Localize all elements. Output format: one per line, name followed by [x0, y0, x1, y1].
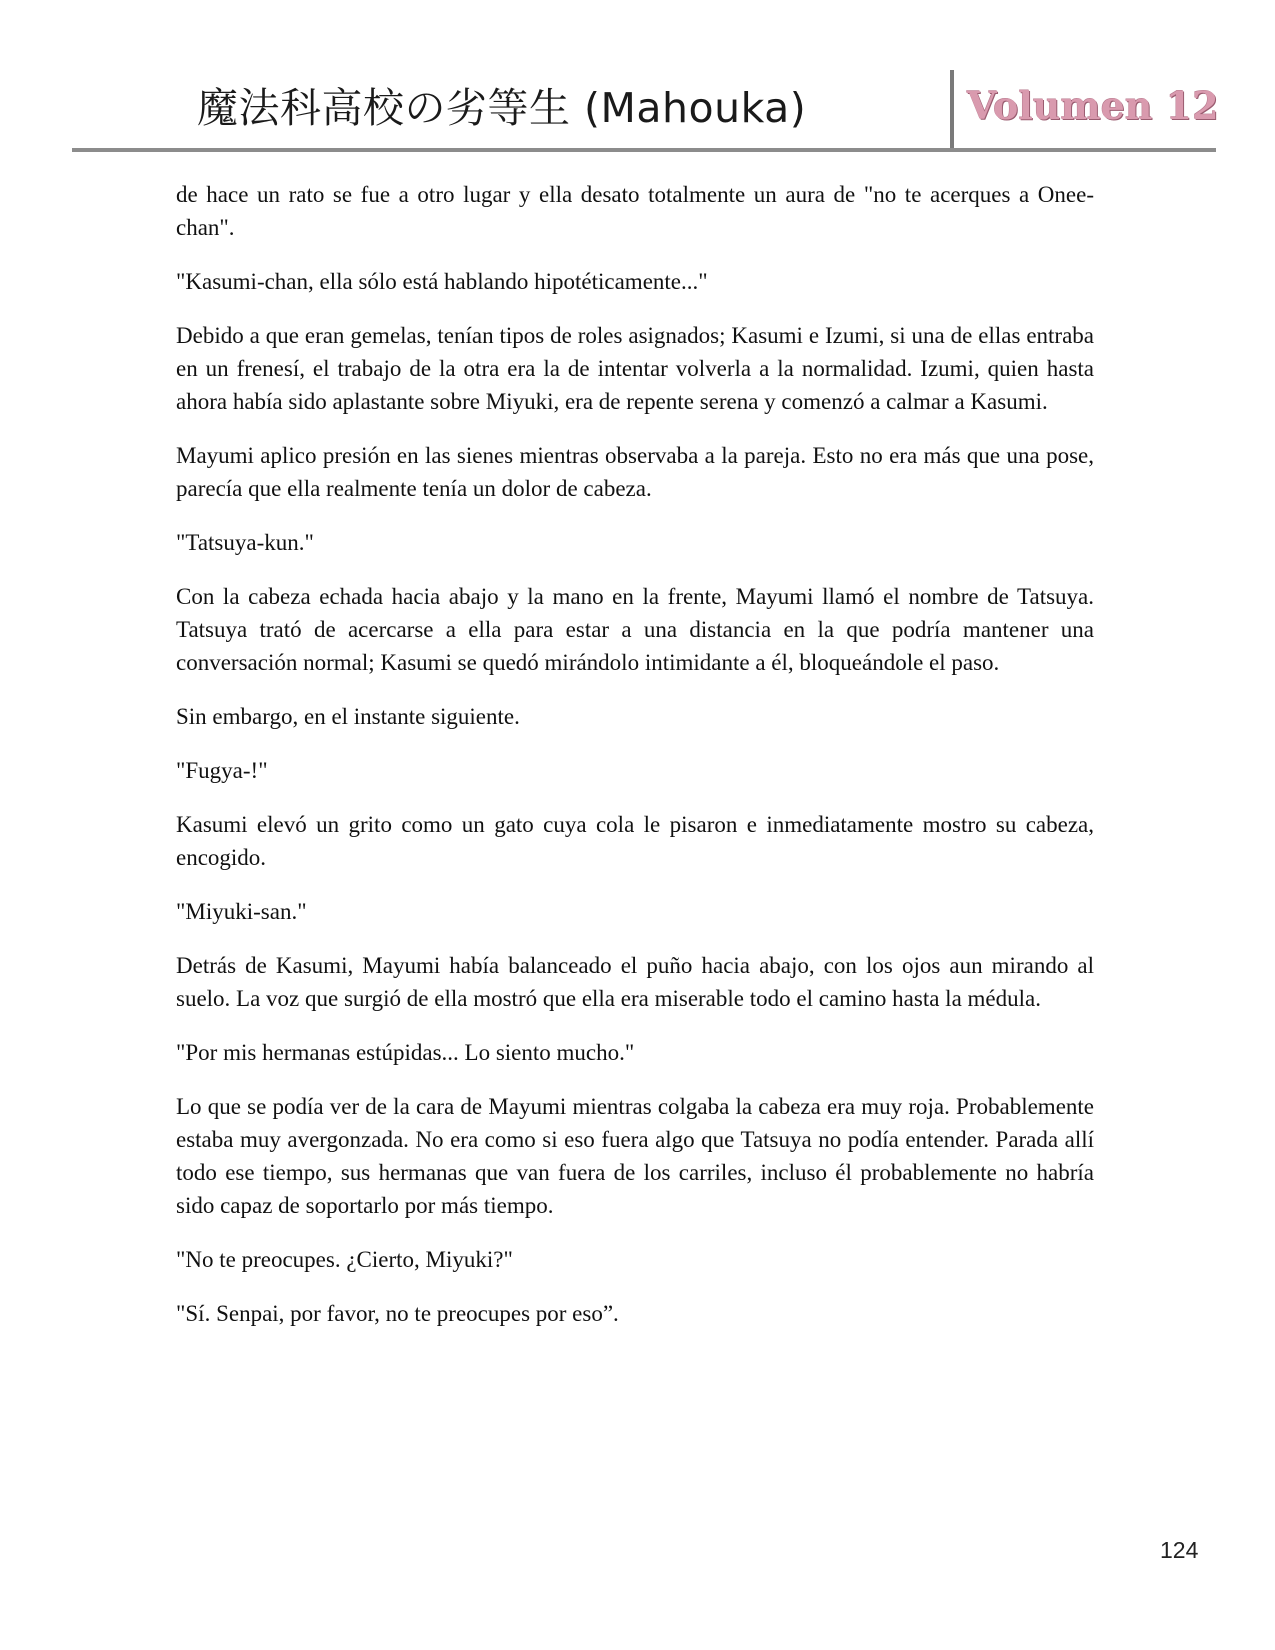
paragraph: "Miyuki-san.": [176, 899, 307, 924]
paragraph: Sin embargo, en el instante siguiente.: [176, 704, 520, 729]
volume-label: Volumen 12: [967, 83, 1219, 128]
paragraph: "No te preocupes. ¿Cierto, Miyuki?": [176, 1247, 513, 1272]
paragraph: "Kasumi-chan, ella sólo está hablando hipotéticamente...": [176, 269, 708, 294]
paragraph: Lo que se podía ver de la cara de Mayumi mientras colgaba la cabeza era muy roja. Probablemente estaba muy avergonzada. No era como si eso fuera algo que Tatsuya no podía entender. Parada allí todo ese tiempo, sus hermanas que van fuera de los carriles, incluso él probablemente no habría sido capaz de soportarlo por más tiempo.: [176, 1094, 1094, 1218]
paragraph: "Tatsuya-kun.": [176, 530, 314, 555]
page-number: 124: [1160, 1537, 1199, 1563]
page-header: [72, 70, 1219, 150]
paragraph: "Sí. Senpai, por favor, no te preocupes por eso”.: [176, 1301, 619, 1326]
paragraph: Debido a que eran gemelas, tenían tipos de roles asignados; Kasumi e Izumi, si una de ellas entraba en un frenesí, el trabajo de la otra era la de intentar volverla a la normalidad. Izumi, quien hasta ahora había sido aplastante sobre Miyuki, era de repente serena y comenzó a calmar a Kasumi.: [176, 323, 1094, 414]
paragraph: Mayumi aplico presión en las sienes mientras observaba a la pareja. Esto no era más que una pose, parecía que ella realmente tenía un dolor de cabeza.: [176, 443, 1094, 501]
book-title: 魔法科高校の劣等生 (Mahouka): [197, 84, 807, 132]
page-body: [176, 178, 1094, 1351]
header-divider: [950, 70, 954, 148]
paragraph: "Por mis hermanas estúpidas... Lo siento mucho.": [176, 1040, 635, 1065]
paragraph: de hace un rato se fue a otro lugar y ella desato totalmente un aura de "no te acerques a Onee-chan".: [176, 182, 1094, 240]
paragraph: Kasumi elevó un grito como un gato cuya cola le pisaron e inmediatamente mostro su cabeza, encogido.: [176, 812, 1094, 870]
paragraph: "Fugya-!": [176, 758, 268, 783]
paragraph: Con la cabeza echada hacia abajo y la mano en la frente, Mayumi llamó el nombre de Tatsuya. Tatsuya trató de acercarse a ella para estar a una distancia en la que podría mantener una conversación normal; Kasumi se quedó mirándolo intimidante a él, bloqueándole el paso.: [176, 584, 1094, 675]
paragraph: Detrás de Kasumi, Mayumi había balanceado el puño hacia abajo, con los ojos aun mirando al suelo. La voz que surgió de ella mostró que ella era miserable todo el camino hasta la médula.: [176, 953, 1094, 1011]
header-rule: [72, 148, 1216, 152]
